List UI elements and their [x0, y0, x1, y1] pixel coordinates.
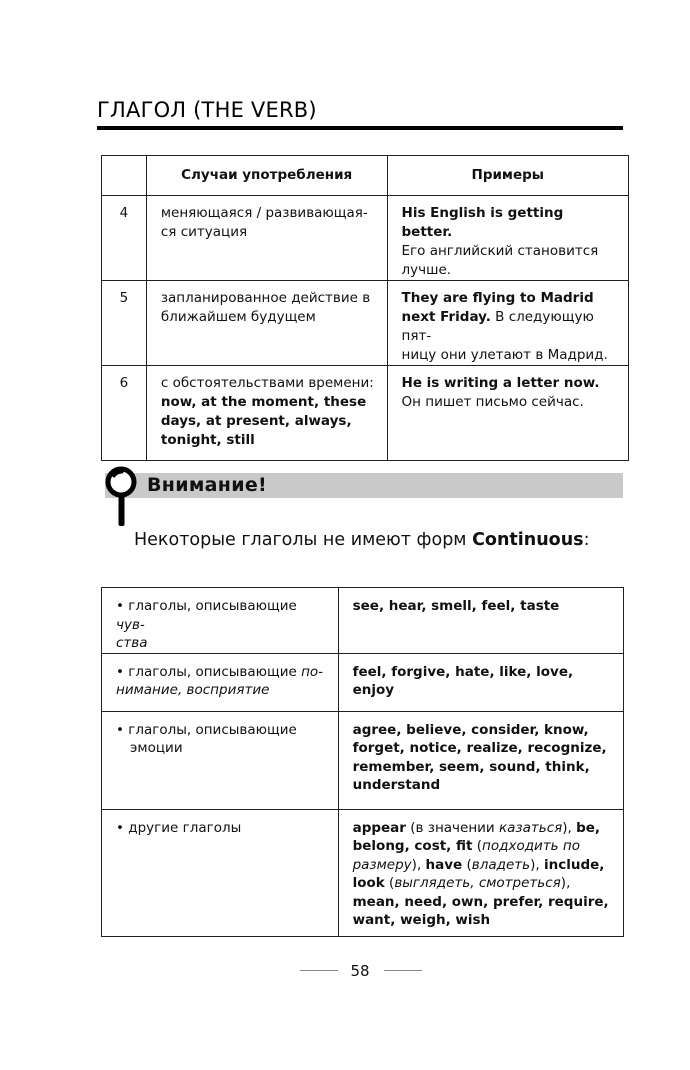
verbs-line: remember, seem, sound, think,: [352, 758, 590, 775]
category-text: • глаголы, описывающие: [116, 598, 297, 614]
verbs-line: forget, notice, realize, recognize,: [352, 740, 607, 756]
verbs-line: want, weigh, wish: [352, 912, 491, 928]
verbs-cell: [338, 653, 623, 711]
category-cell: [102, 809, 339, 936]
verb-bold: include,: [543, 856, 605, 873]
category-cell: [102, 653, 339, 711]
verb-note: (: [472, 838, 483, 854]
footer-rule-right: [384, 970, 422, 971]
verb-meaning: владеть: [471, 856, 531, 873]
attention-note: [134, 530, 590, 550]
usage-line: меняющаяся / развивающая-: [160, 205, 368, 221]
example-cell: [387, 196, 628, 281]
table-row: [102, 711, 624, 809]
example-english: They are flying to Madrid: [401, 290, 594, 306]
page-header-title: ГЛАГОЛ (THE VERB): [97, 98, 317, 122]
row-number: 4: [102, 196, 147, 281]
usage-cell: [146, 281, 387, 366]
example-russian: Его английский становится: [401, 243, 599, 259]
column-header-usage: Случаи употребления: [146, 156, 387, 196]
example-russian: В следующую пят-: [401, 309, 594, 344]
category-text: • другие глаголы: [116, 819, 242, 836]
verbs-cell: [338, 711, 623, 809]
column-header-number: [102, 156, 147, 196]
example-russian: Он пишет письмо сейчас.: [401, 394, 584, 410]
verbs-line: agree, believe, consider, know,: [352, 721, 589, 738]
verbs-line: [353, 874, 613, 893]
row-number: 6: [102, 366, 147, 461]
verb-bold: have: [425, 856, 463, 873]
example-russian: ницу они улетают в Мадрид.: [401, 347, 608, 363]
usage-cell: [146, 366, 387, 461]
verbs-line: [353, 837, 613, 856]
verbs-line: [353, 856, 613, 875]
verb-bold: be,: [576, 819, 601, 836]
row-number: 5: [102, 281, 147, 366]
table-row: [102, 809, 624, 936]
usage-line: запланированное действие в: [160, 290, 371, 306]
example-english: next Friday.: [401, 309, 491, 325]
table-row: [102, 281, 629, 366]
verb-note: (: [462, 856, 472, 873]
verb-meaning: размеру: [352, 856, 412, 873]
header-rule: [97, 126, 623, 130]
verb-note: ),: [530, 856, 544, 873]
note-text-bold: Continuous: [472, 530, 584, 550]
usage-line: ся ситуация: [160, 224, 248, 240]
category-italic: нимание, восприятие: [116, 682, 270, 698]
note-text-prefix: Некоторые глаголы не имеют форм: [134, 530, 473, 550]
verb-meaning: подходить по: [482, 838, 581, 854]
category-italic: по-: [301, 663, 324, 680]
magnifier-icon: [104, 463, 140, 529]
usage-line: ближайшем будущем: [160, 309, 316, 325]
verbs-line: mean, need, own, prefer, require,: [352, 893, 609, 910]
category-text: эмоции: [130, 740, 183, 756]
table-row: [102, 653, 624, 711]
non-continuous-verbs-table: [101, 587, 624, 937]
verb-note: (: [384, 875, 395, 891]
example-russian: лучше.: [401, 262, 452, 278]
table-row: [102, 588, 624, 654]
verbs-line: feel, forgive, hate, like, love, enjoy: [352, 663, 574, 698]
category-text: • глаголы, описывающие: [116, 721, 297, 738]
usage-table: [101, 155, 629, 461]
column-header-examples: Примеры: [387, 156, 628, 196]
usage-line-bold: now, at the moment, these: [160, 394, 367, 410]
verbs-cell: [338, 809, 623, 936]
verb-meaning: выглядеть, смотреться: [394, 875, 561, 891]
verbs-cell: [338, 588, 623, 654]
verbs-line: [353, 819, 613, 838]
example-cell: [387, 366, 628, 461]
category-cell: [102, 588, 339, 654]
usage-cell: [146, 196, 387, 281]
example-english: His English is getting better.: [401, 205, 564, 240]
example-cell: [387, 281, 628, 366]
verb-bold: belong, cost, fit: [352, 838, 473, 854]
verb-meaning: казаться: [499, 819, 563, 836]
verb-note: ),: [562, 819, 577, 836]
category-italic: чув-: [116, 616, 145, 633]
verb-bold: look: [352, 875, 385, 891]
usage-line: с обстоятельствами времени:: [160, 375, 374, 391]
usage-line-bold: tonight, still: [160, 432, 255, 448]
page-number: 58: [350, 962, 370, 980]
verbs-line: understand: [352, 777, 441, 793]
table-row: [102, 196, 629, 281]
table-row: [102, 366, 629, 461]
verbs-line: see, hear, smell, feel, taste: [352, 598, 560, 614]
attention-title: Внимание!: [147, 474, 267, 496]
verb-bold: appear: [352, 819, 406, 836]
example-english: He is writing a letter now.: [401, 375, 600, 391]
verb-note: ),: [411, 856, 426, 873]
footer-rule-left: [300, 970, 338, 971]
category-text: • глаголы, описывающие: [116, 663, 302, 680]
table-header-row: [102, 156, 629, 196]
usage-line-bold: days, at present, always,: [160, 413, 352, 429]
verb-note: (в значении: [405, 819, 499, 836]
note-text-suffix: :: [583, 530, 590, 550]
category-cell: [102, 711, 339, 809]
verb-note: ),: [560, 875, 571, 891]
category-italic: ства: [116, 635, 148, 651]
